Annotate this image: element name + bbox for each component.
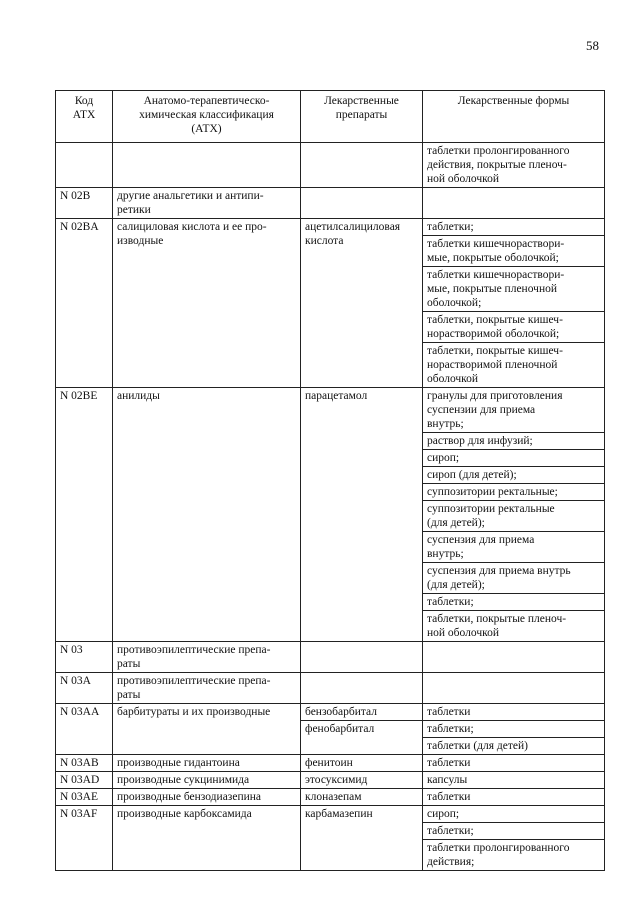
drug-name-cell: карбамазепин [301,806,423,871]
atx-classification-cell [113,143,301,188]
dosage-form-cell: суппозитории ректальные; [423,484,605,501]
dosage-form-cell: таблетки, покрытые кишеч- норастворимой оболочкой; [423,312,605,343]
atx-code-cell: N 03AF [56,806,113,871]
dosage-form-cell: таблетки; [423,823,605,840]
atx-classification-cell: производные гидантоина [113,755,301,772]
table-row [56,219,605,236]
drug-name-cell [301,188,423,219]
drug-name-cell: клоназепам [301,789,423,806]
atx-classification-cell: другие анальгетики и антипи- ретики [113,188,301,219]
atx-code-cell: N 02BA [56,219,113,388]
atx-table [55,90,605,871]
header-preparations: Лекарственные препараты [301,91,423,143]
atx-code-cell [56,143,113,188]
atx-classification-cell: противоэпилептические препа- раты [113,673,301,704]
table-row [56,755,605,772]
dosage-form-cell [423,642,605,673]
atx-code-cell: N 03A [56,673,113,704]
atx-code-cell: N 03AA [56,704,113,755]
dosage-form-cell: суспензия для приема внутрь; [423,532,605,563]
table-header-row [56,91,605,143]
drug-name-cell: этосуксимид [301,772,423,789]
dosage-form-cell: капсулы [423,772,605,789]
dosage-form-cell: раствор для инфузий; [423,433,605,450]
table-row [56,143,605,188]
dosage-form-cell: суспензия для приема внутрь (для детей); [423,563,605,594]
drug-name-cell: ацетилсалициловая кислота [301,219,423,388]
table-row [56,642,605,673]
header-forms: Лекарственные формы [423,91,605,143]
atx-code-cell: N 03AD [56,772,113,789]
dosage-form-cell: таблетки [423,704,605,721]
dosage-form-cell: таблетки, покрытые пленоч- ной оболочкой [423,611,605,642]
atx-classification-cell: производные сукцинимида [113,772,301,789]
page-number: 58 [586,38,599,53]
dosage-form-cell: таблетки; [423,721,605,738]
dosage-form-cell: гранулы для приготовления суспензии для приема внутрь; [423,388,605,433]
table-row [56,188,605,219]
dosage-form-cell: сироп; [423,450,605,467]
dosage-form-cell: сироп (для детей); [423,467,605,484]
drug-name-cell [301,642,423,673]
dosage-form-cell: таблетки, покрытые кишеч- норастворимой пленочной оболочкой [423,343,605,388]
table-row [56,789,605,806]
atx-code-cell: N 02B [56,188,113,219]
dosage-form-cell: таблетки (для детей) [423,738,605,755]
dosage-form-cell: таблетки пролонгированного действия, покрытые пленоч- ной оболочкой [423,143,605,188]
atx-classification-cell: производные карбоксамида [113,806,301,871]
atx-code-cell: N 03AB [56,755,113,772]
dosage-form-cell: таблетки пролонгированного действия; [423,840,605,871]
dosage-form-cell: таблетки [423,789,605,806]
dosage-form-cell: таблетки; [423,219,605,236]
dosage-form-cell: суппозитории ректальные (для детей); [423,501,605,532]
dosage-form-cell: таблетки; [423,594,605,611]
header-classification: Анатомо-терапевтическо- химическая классификация (АТХ) [113,91,301,143]
atx-classification-cell: салициловая кислота и ее про- изводные [113,219,301,388]
dosage-form-cell: сироп; [423,806,605,823]
header-code: Код АТХ [56,91,113,143]
drug-name-cell [301,143,423,188]
atx-classification-cell: противоэпилептические препа- раты [113,642,301,673]
atx-code-cell: N 03AE [56,789,113,806]
atx-code-cell: N 02BE [56,388,113,642]
table-row [56,806,605,823]
dosage-form-cell [423,673,605,704]
table-row [56,673,605,704]
drug-name-cell: бензобарбитал [301,704,423,721]
dosage-form-cell: таблетки кишечнораствори- мые, покрытые пленочной оболочкой; [423,267,605,312]
drug-name-cell: фенитоин [301,755,423,772]
atx-classification-cell: производные бензодиазепина [113,789,301,806]
atx-code-cell: N 03 [56,642,113,673]
dosage-form-cell: таблетки кишечнораствори- мые, покрытые оболочкой; [423,236,605,267]
table-row [56,704,605,721]
dosage-form-cell: таблетки [423,755,605,772]
atx-classification-cell: барбитураты и их производные [113,704,301,755]
table-row [56,388,605,433]
table-row [56,772,605,789]
dosage-form-cell [423,188,605,219]
drug-name-cell: фенобарбитал [301,721,423,755]
drug-name-cell: парацетамол [301,388,423,642]
drug-name-cell [301,673,423,704]
atx-classification-cell: анилиды [113,388,301,642]
